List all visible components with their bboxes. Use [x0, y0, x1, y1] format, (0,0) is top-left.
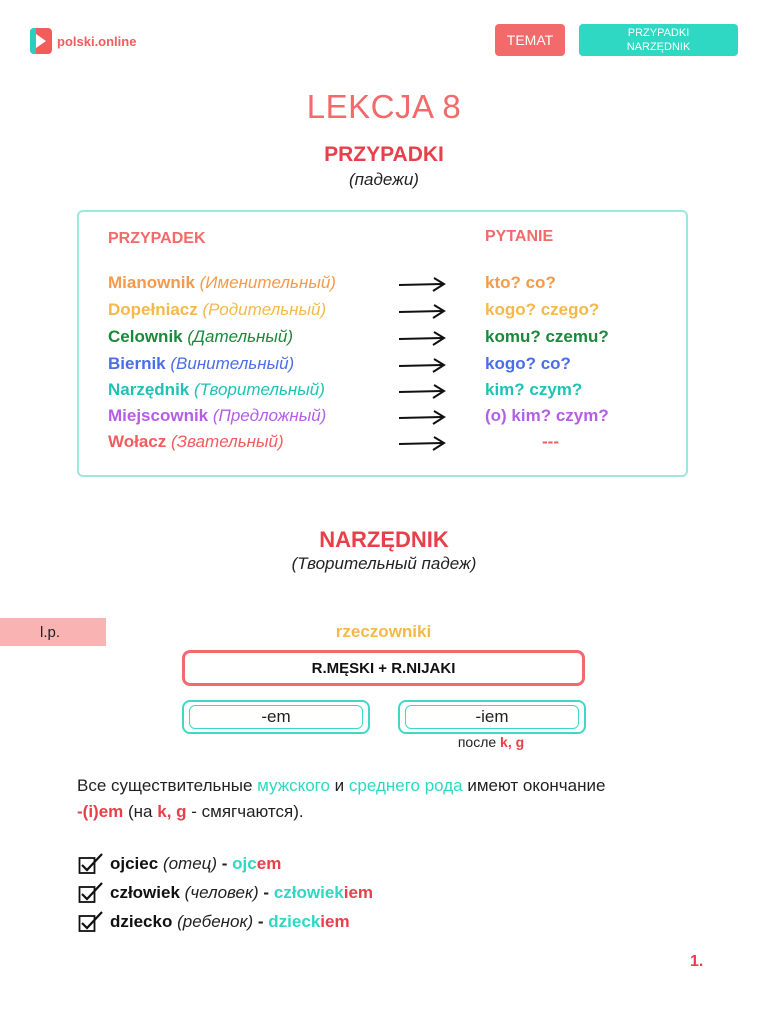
- case-ru: (Звательный): [171, 432, 284, 451]
- example-ru: (человек): [184, 883, 259, 902]
- case-question: komu? czemu?: [485, 327, 609, 346]
- example-item: ojciec (отец) - ojcem: [78, 853, 281, 875]
- case-ru: (Творительный): [193, 380, 325, 399]
- checkbox-checked-icon: [78, 853, 104, 875]
- posle-note: [398, 734, 584, 750]
- neut-word: среднего рода: [348, 776, 463, 795]
- case-ru: (Дательный): [187, 327, 294, 346]
- case-name: Miejscownik: [108, 406, 209, 425]
- masc-word: мужского: [257, 776, 330, 795]
- case-question: ---: [542, 432, 559, 451]
- case-row: [108, 300, 326, 320]
- arrow-right-icon: [398, 358, 446, 374]
- example-item: dziecko (ребенок) - dzieckiem: [78, 911, 350, 933]
- kg-text: k, g: [157, 802, 187, 821]
- ending-em: -em: [261, 707, 291, 726]
- col-header-case: PRZYPADEK: [108, 230, 206, 247]
- case-question: (o) kim? czym?: [485, 406, 609, 425]
- posle-letters: k, g: [500, 734, 525, 750]
- example-ru: (отец): [162, 854, 218, 873]
- narzednik-title: NARZĘDNIK: [319, 527, 449, 552]
- ending-em-text: -(i)em: [77, 802, 124, 821]
- example-word: ojciec: [110, 854, 159, 873]
- case-ru: (Предложный): [212, 406, 327, 425]
- case-question: kto? co?: [485, 273, 556, 292]
- gender-box: R.MĘSKI + R.NIJAKI: [182, 650, 585, 686]
- case-question: kogo? co?: [485, 354, 571, 373]
- example-ending: iem: [343, 883, 374, 902]
- checkbox-checked-icon: [78, 911, 104, 933]
- ending-iem: -iem: [475, 707, 509, 726]
- topic-line2: NARZĘDNIK: [626, 41, 691, 53]
- case-row: [108, 432, 284, 452]
- posle-text: после: [457, 734, 497, 750]
- case-ru: (Родительный): [202, 300, 327, 319]
- case-name: Biernik: [108, 354, 166, 373]
- case-name: Dopełniacz: [108, 300, 198, 319]
- lp-tag: l.p.: [0, 618, 106, 646]
- case-row: [108, 380, 325, 400]
- case-row: [108, 406, 326, 426]
- example-word: człowiek: [110, 883, 180, 902]
- cases-title: PRZYPADKI: [324, 143, 444, 166]
- ending-iem-box: [398, 700, 586, 734]
- arrow-right-icon: [398, 436, 446, 452]
- checkbox-checked-icon: [78, 882, 104, 904]
- arrow-right-icon: [398, 410, 446, 426]
- example-item: człowiek (человек) - człowiekiem: [78, 882, 373, 904]
- example-stem: człowiek: [273, 883, 344, 902]
- example-ru: (ребенок): [177, 912, 254, 931]
- case-question: kim? czym?: [485, 380, 583, 399]
- case-name: Wołacz: [108, 432, 167, 451]
- case-name: Mianownik: [108, 273, 195, 292]
- case-ru: (Именительный): [199, 273, 336, 292]
- narzednik-subtitle: (Творительный падеж): [291, 554, 477, 573]
- case-row: [108, 327, 293, 347]
- temat-button[interactable]: TEMAT: [495, 24, 565, 56]
- ending-em-box: [182, 700, 370, 734]
- topic-line1: PRZYPADKI: [627, 27, 690, 39]
- logo-text: polski.online: [57, 33, 137, 49]
- case-row: [108, 273, 336, 293]
- arrow-right-icon: [398, 277, 446, 293]
- example-ending: iem: [320, 912, 350, 931]
- case-name: Narzędnik: [108, 380, 190, 399]
- example-word: dziecko: [110, 912, 173, 931]
- noun-label: rzeczowniki: [335, 622, 432, 641]
- play-logo-icon: [30, 26, 52, 56]
- example-ending: em: [256, 854, 282, 873]
- arrow-right-icon: [398, 331, 446, 347]
- explanation-paragraph: Все существительные мужского и среднего рода имеют окончание -(i)em (на k, g - смягчаются).: [77, 776, 606, 821]
- example-stem: dzieck: [268, 912, 321, 931]
- page-number: 1.: [690, 953, 704, 970]
- case-ru: (Винительный): [170, 354, 295, 373]
- topic-button[interactable]: [579, 24, 738, 56]
- lesson-title: LEKCJA 8: [306, 88, 462, 125]
- logo: [30, 26, 136, 56]
- cases-subtitle: (падежи): [349, 170, 419, 189]
- col-header-question: PYTANIE: [485, 228, 554, 245]
- case-question: kogo? czego?: [485, 300, 600, 319]
- arrow-right-icon: [398, 304, 446, 320]
- case-row: [108, 354, 294, 374]
- case-name: Celownik: [108, 327, 183, 346]
- example-stem: ojc: [232, 854, 257, 873]
- arrow-right-icon: [398, 384, 446, 400]
